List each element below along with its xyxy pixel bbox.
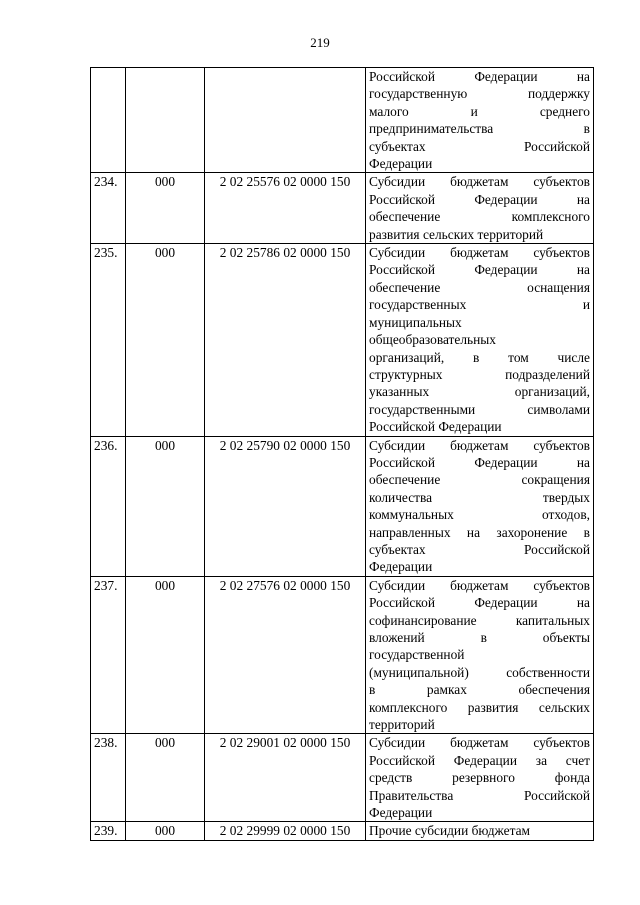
row-number-cell: 238. [91, 734, 126, 822]
income-name-line: Российской Федерации [369, 419, 502, 435]
income-name-line: государственными символами [369, 401, 590, 417]
table-row [91, 576, 594, 734]
admin-code-cell: 000 [126, 244, 205, 436]
income-name-line: Субсидии бюджетам субъектов [369, 174, 590, 190]
income-name-line: субъектах Российской [369, 138, 590, 154]
income-name-line: развития сельских территорий [369, 226, 544, 242]
income-name-line: указанных организаций, [369, 384, 590, 400]
table-row [91, 173, 594, 244]
income-name-line: Федерации [369, 805, 433, 821]
income-name-line: коммунальных отходов, [369, 507, 590, 523]
income-name-line: Российской Федерации на [369, 191, 590, 207]
income-name-line: предпринимательства в [369, 121, 590, 137]
budget-code-cell: 2 02 25576 02 0000 150 [205, 173, 366, 244]
budget-classification-table [90, 67, 594, 841]
income-name-cell [366, 576, 594, 734]
row-number-cell: 236. [91, 436, 126, 576]
income-name-cell [366, 244, 594, 436]
income-name-line: муниципальных [369, 314, 462, 330]
income-name-line: малого и среднего [369, 103, 590, 119]
row-number-cell: 239. [91, 822, 126, 840]
income-name-line: структурных подразделений [369, 366, 590, 382]
income-name-line: Федерации [369, 156, 433, 172]
income-name-line: государственных и [369, 297, 590, 313]
budget-code-cell: 2 02 29999 02 0000 150 [205, 822, 366, 840]
income-name-line: государственную поддержку [369, 86, 590, 102]
table-row [91, 244, 594, 436]
page-number: 219 [310, 35, 330, 50]
income-name-line: территорий [369, 717, 435, 733]
income-name-line: Российской Федерации на [369, 69, 590, 84]
income-name-line: Правительства Российской [369, 787, 590, 803]
admin-code-cell: 000 [126, 734, 205, 822]
table-row [91, 822, 594, 840]
budget-code-cell: 2 02 25786 02 0000 150 [205, 244, 366, 436]
income-name-line: Российской Федерации на [369, 595, 590, 611]
income-name-line: количества твердых [369, 489, 590, 505]
income-name-line: обеспечение комплексного [369, 209, 590, 225]
row-number-cell: 237. [91, 576, 126, 734]
income-name-line: Российской Федерации на [369, 454, 590, 470]
income-name-cell [366, 173, 594, 244]
row-number-cell [91, 68, 126, 173]
income-name-cell [366, 734, 594, 822]
income-name-line: (муниципальной) собственности [369, 664, 590, 680]
table-row [91, 734, 594, 822]
income-name-line: Субсидии бюджетам субъектов [369, 437, 590, 453]
income-name-line: обеспечение оснащения [369, 279, 590, 295]
admin-code-cell: 000 [126, 173, 205, 244]
income-name-line: направленных на захоронение в [369, 524, 590, 540]
income-name-line: вложений в объекты [369, 630, 590, 645]
admin-code-cell [126, 68, 205, 173]
table-row [91, 436, 594, 576]
income-name-line: Субсидии бюджетам субъектов [369, 245, 590, 261]
table-body [91, 68, 594, 841]
budget-code-cell [205, 68, 366, 173]
income-name-cell [366, 436, 594, 576]
budget-code-cell: 2 02 25790 02 0000 150 [205, 436, 366, 576]
row-number-cell: 234. [91, 173, 126, 244]
income-name-line: субъектах Российской [369, 541, 590, 557]
income-name-line: организаций, в том числе [369, 349, 590, 365]
admin-code-cell: 000 [126, 822, 205, 840]
income-name-line: общеобразовательных [369, 332, 497, 348]
income-name-line: Российской Федерации на [369, 262, 590, 278]
admin-code-cell: 000 [126, 436, 205, 576]
income-name-cell [366, 822, 594, 840]
income-name-line: Субсидии бюджетам субъектов [369, 577, 590, 593]
budget-code-cell: 2 02 27576 02 0000 150 [205, 576, 366, 734]
income-name-line: Федерации [369, 559, 433, 575]
income-name-line: Прочие субсидии бюджетам [369, 823, 531, 839]
table-row [91, 68, 594, 173]
income-name-line: Российской Федерации за счет [369, 752, 590, 768]
income-name-line: государственной [369, 647, 465, 663]
budget-code-cell: 2 02 29001 02 0000 150 [205, 734, 366, 822]
income-name-line: обеспечение сокращения [369, 472, 590, 488]
income-name-line: софинансирование капитальных [369, 612, 590, 628]
row-number-cell: 235. [91, 244, 126, 436]
income-name-line: комплексного развития сельских [369, 699, 590, 715]
income-name-line: средств резервного фонда [369, 770, 590, 786]
income-name-cell [366, 68, 594, 173]
income-name-line: в рамках обеспечения [369, 682, 590, 698]
income-name-line: Субсидии бюджетам субъектов [369, 735, 590, 751]
admin-code-cell: 000 [126, 576, 205, 734]
